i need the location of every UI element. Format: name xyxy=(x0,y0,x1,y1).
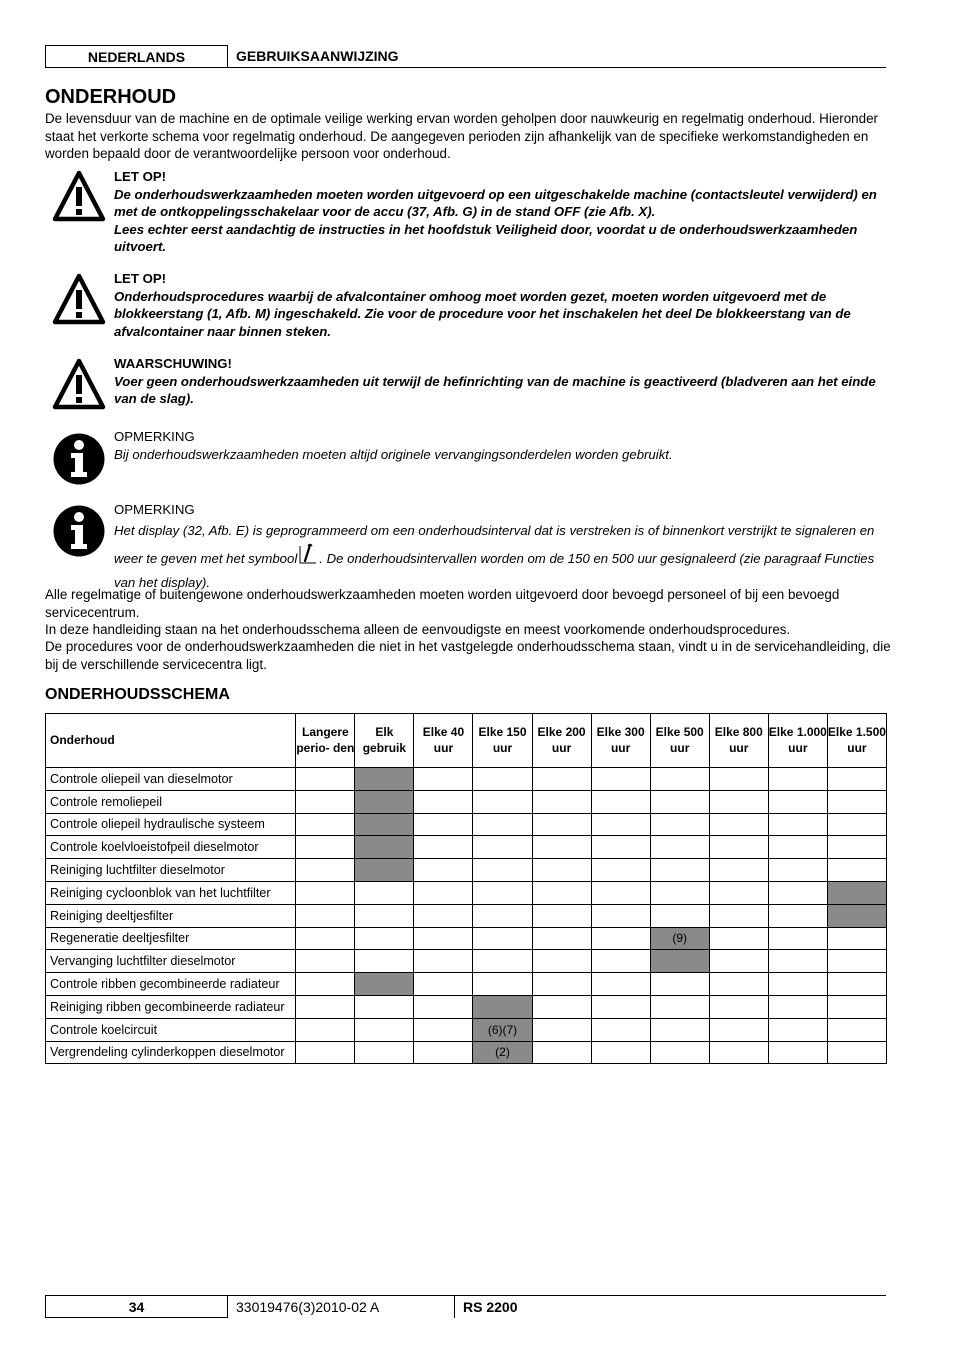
note-remark-2 xyxy=(114,501,894,595)
interval-cell-marked xyxy=(355,973,414,996)
interval-cell xyxy=(296,813,355,836)
interval-cell xyxy=(296,836,355,859)
interval-cell xyxy=(650,1041,709,1064)
interval-cell xyxy=(473,768,532,791)
column-header-interval: Elk gebruik xyxy=(355,714,414,768)
interval-cell xyxy=(650,813,709,836)
interval-cell xyxy=(414,790,473,813)
task-label: Controle koelcircuit xyxy=(46,1018,296,1041)
note-text: De onderhoudswerkzaamheden moeten worden uitgevoerd op een uitgeschakelde machine (contactsleutel verwijderd) en met de ontkoppelingsschakelaar voor de accu (37, Afb. G) in de stand OFF (zie Afb. X). xyxy=(114,186,877,220)
interval-cell xyxy=(709,768,768,791)
model-name: RS 2200 xyxy=(463,1299,518,1315)
interval-cell xyxy=(827,1041,886,1064)
interval-cell xyxy=(473,950,532,973)
task-label: Controle oliepeil van dieselmotor xyxy=(46,768,296,791)
interval-cell xyxy=(650,859,709,882)
column-header-interval: Elke 200 uur xyxy=(532,714,591,768)
interval-cell xyxy=(591,1018,650,1041)
column-header-interval: Elke 800 uur xyxy=(709,714,768,768)
task-label: Reiniging ribben gecombineerde radiateur xyxy=(46,995,296,1018)
interval-cell xyxy=(768,813,827,836)
interval-cell xyxy=(591,768,650,791)
column-header-interval: Elke 300 uur xyxy=(591,714,650,768)
interval-cell xyxy=(414,1018,473,1041)
interval-cell xyxy=(709,859,768,882)
interval-cell xyxy=(591,973,650,996)
interval-cell xyxy=(414,836,473,859)
interval-cell xyxy=(827,859,886,882)
interval-cell-marked: (2) xyxy=(473,1041,532,1064)
schedule-heading: ONDERHOUDSSCHEMA xyxy=(45,686,230,703)
interval-cell xyxy=(650,1018,709,1041)
interval-cell xyxy=(768,973,827,996)
interval-cell-marked xyxy=(355,768,414,791)
interval-cell xyxy=(532,995,591,1018)
interval-cell xyxy=(709,927,768,950)
note-text: Voer geen onderhoudswerkzaamheden uit terwijl de hefinrichting van de machine is geactiveerd (bladveren aan het einde van de slag). xyxy=(114,373,876,407)
interval-cell xyxy=(296,1018,355,1041)
task-label: Vergrendeling cylinderkoppen dieselmotor xyxy=(46,1041,296,1064)
interval-cell xyxy=(768,995,827,1018)
interval-cell xyxy=(532,1041,591,1064)
task-label: Controle remoliepeil xyxy=(46,790,296,813)
interval-cell xyxy=(532,973,591,996)
maintenance-schedule-table xyxy=(45,713,887,1064)
wrench-maintenance-icon xyxy=(298,543,318,565)
interval-cell xyxy=(827,927,886,950)
interval-cell xyxy=(473,881,532,904)
interval-cell xyxy=(532,768,591,791)
interval-cell xyxy=(414,1041,473,1064)
interval-cell xyxy=(532,1018,591,1041)
interval-cell xyxy=(591,995,650,1018)
interval-cell xyxy=(709,973,768,996)
interval-cell xyxy=(532,950,591,973)
footer-divider xyxy=(454,1296,455,1318)
interval-cell xyxy=(473,790,532,813)
interval-cell xyxy=(473,927,532,950)
interval-cell xyxy=(414,950,473,973)
interval-cell xyxy=(768,904,827,927)
task-label: Reiniging cycloonblok van het luchtfilter xyxy=(46,881,296,904)
interval-cell xyxy=(709,1041,768,1064)
interval-cell-marked xyxy=(355,836,414,859)
interval-cell xyxy=(650,995,709,1018)
page-number: 34 xyxy=(45,1296,228,1318)
table-header-row xyxy=(46,714,887,768)
interval-cell xyxy=(473,973,532,996)
interval-cell xyxy=(827,1018,886,1041)
interval-cell xyxy=(768,927,827,950)
interval-cell xyxy=(296,1041,355,1064)
interval-cell xyxy=(296,904,355,927)
interval-cell xyxy=(355,1018,414,1041)
info-icon xyxy=(52,432,106,486)
interval-cell xyxy=(414,995,473,1018)
table-row xyxy=(46,995,887,1018)
note-caution-2 xyxy=(114,270,894,340)
column-header-interval: Elke 40 uur xyxy=(414,714,473,768)
note-title: OPMERKING xyxy=(114,502,195,517)
interval-cell xyxy=(591,927,650,950)
interval-cell xyxy=(709,790,768,813)
document-number: 33019476(3)2010-02 A xyxy=(236,1299,380,1315)
task-label: Controle koelvloeistofpeil dieselmotor xyxy=(46,836,296,859)
interval-cell xyxy=(768,1018,827,1041)
interval-cell xyxy=(473,904,532,927)
interval-cell xyxy=(827,813,886,836)
task-label: Controle oliepeil hydraulische systeem xyxy=(46,813,296,836)
note-text: Onderhoudsprocedures waarbij de afvalcontainer omhoog moet worden gezet, moeten worden uitgevoerd met de blokkeerstang (1, Afb. M) ingeschakeld. Zie voor de procedure voor het inschakelen het deel De blokkeerstang van de afvalcontainer naar binnen steken. xyxy=(114,288,851,339)
header-language: NEDERLANDS xyxy=(45,45,228,67)
interval-cell xyxy=(827,995,886,1018)
interval-cell-marked: (9) xyxy=(650,927,709,950)
interval-cell-marked xyxy=(473,995,532,1018)
note-text xyxy=(114,519,894,595)
interval-cell xyxy=(709,950,768,973)
column-header-interval: Langere perio- den xyxy=(296,714,355,768)
note-remark-1 xyxy=(114,428,894,463)
info-icon xyxy=(52,504,106,558)
warning-icon xyxy=(52,170,106,222)
interval-cell xyxy=(709,904,768,927)
interval-cell xyxy=(650,790,709,813)
interval-cell xyxy=(709,813,768,836)
column-header-interval: Elke 500 uur xyxy=(650,714,709,768)
body-paragraph-3: De procedures voor de onderhoudswerkzaamheden die niet in het vastgelegde onderhoudsschema staan, vindt u in de servicehandleiding, die bij de verschillende servicecentra ligt. xyxy=(45,639,891,672)
interval-cell xyxy=(296,995,355,1018)
interval-cell xyxy=(296,859,355,882)
note-caution-1 xyxy=(114,168,894,256)
interval-cell xyxy=(768,1041,827,1064)
interval-cell xyxy=(414,859,473,882)
page-header xyxy=(45,45,886,68)
interval-cell xyxy=(709,881,768,904)
table-row xyxy=(46,927,887,950)
interval-cell xyxy=(355,904,414,927)
interval-cell xyxy=(414,768,473,791)
interval-cell xyxy=(591,904,650,927)
table-row xyxy=(46,768,887,791)
interval-cell xyxy=(355,927,414,950)
interval-cell xyxy=(768,790,827,813)
table-row xyxy=(46,1018,887,1041)
header-document-title: GEBRUIKSAANWIJZING xyxy=(236,48,399,64)
interval-cell xyxy=(650,836,709,859)
interval-cell xyxy=(650,904,709,927)
interval-cell xyxy=(532,859,591,882)
note-title: LET OP! xyxy=(114,169,167,184)
interval-cell xyxy=(473,859,532,882)
interval-cell xyxy=(591,790,650,813)
note-title: LET OP! xyxy=(114,271,167,286)
interval-cell xyxy=(591,859,650,882)
interval-cell xyxy=(532,790,591,813)
interval-cell-marked: (6)(7) xyxy=(473,1018,532,1041)
interval-cell-marked xyxy=(355,859,414,882)
table-row xyxy=(46,790,887,813)
column-header-interval: Elke 1.000 uur xyxy=(768,714,827,768)
interval-cell-marked xyxy=(650,950,709,973)
column-header-interval: Elke 1.500 uur xyxy=(827,714,886,768)
interval-cell xyxy=(473,813,532,836)
interval-cell xyxy=(355,950,414,973)
interval-cell-marked xyxy=(827,904,886,927)
note-text-2: Lees echter eerst aandachtig de instructies in het hoofdstuk Veiligheid door, voordat u de onderhoudswerkzaamheden uitvoert. xyxy=(114,221,858,255)
interval-cell xyxy=(591,881,650,904)
interval-cell xyxy=(650,881,709,904)
table-row xyxy=(46,836,887,859)
table-row xyxy=(46,950,887,973)
task-label: Controle ribben gecombineerde radiateur xyxy=(46,973,296,996)
task-label: Reiniging deeltjesfilter xyxy=(46,904,296,927)
interval-cell xyxy=(768,881,827,904)
task-label: Regeneratie deeltjesfilter xyxy=(46,927,296,950)
warning-icon xyxy=(52,358,106,410)
interval-cell xyxy=(827,836,886,859)
interval-cell xyxy=(827,768,886,791)
interval-cell xyxy=(591,813,650,836)
intro-paragraph: De levensduur van de machine en de optimale veilige werking ervan worden geholpen door nauwkeurig en regelmatig onderhoud. Hieronder staat het verkorte schema voor regelmatig onderhoud. De aangegeven perioden zijn afhankelijk van de specifieke werkomstandigheden en worden bepaald door de verantwoordelijke persoon voor onderhoud. xyxy=(45,111,878,162)
note-text-part-b: . De onderhoudsintervallen worden om de 150 en 500 uur gesignaleerd (zie paragraaf Functies van het display). xyxy=(114,550,875,590)
note-title: WAARSCHUWING! xyxy=(114,356,232,371)
interval-cell xyxy=(591,950,650,973)
interval-cell xyxy=(414,927,473,950)
interval-cell xyxy=(709,1018,768,1041)
interval-cell xyxy=(296,881,355,904)
interval-cell xyxy=(296,950,355,973)
interval-cell xyxy=(296,973,355,996)
note-text: Bij onderhoudswerkzaamheden moeten altijd originele vervangingsonderdelen worden gebruikt. xyxy=(114,446,673,462)
interval-cell xyxy=(532,813,591,836)
interval-cell xyxy=(414,973,473,996)
task-label: Vervanging luchtfilter dieselmotor xyxy=(46,950,296,973)
interval-cell xyxy=(473,836,532,859)
page-title: ONDERHOUD xyxy=(45,86,177,108)
interval-cell xyxy=(768,859,827,882)
interval-cell xyxy=(827,973,886,996)
page-footer xyxy=(45,1295,886,1318)
interval-cell xyxy=(532,836,591,859)
interval-cell xyxy=(296,768,355,791)
interval-cell xyxy=(532,927,591,950)
task-label: Reiniging luchtfilter dieselmotor xyxy=(46,859,296,882)
interval-cell xyxy=(768,836,827,859)
interval-cell xyxy=(355,881,414,904)
table-row xyxy=(46,859,887,882)
interval-cell xyxy=(650,768,709,791)
interval-cell xyxy=(709,995,768,1018)
interval-cell xyxy=(532,904,591,927)
interval-cell-marked xyxy=(355,813,414,836)
interval-cell xyxy=(768,950,827,973)
interval-cell xyxy=(532,881,591,904)
interval-cell xyxy=(414,881,473,904)
note-text-part-a: Het display (32, Afb. E) is geprogrammeerd om een onderhoudsinterval dat is verstreken is of binnenkort verstrijkt te signaleren en weer te geven met het symbool xyxy=(114,522,875,566)
interval-cell-marked xyxy=(355,790,414,813)
interval-cell-marked xyxy=(827,881,886,904)
interval-cell xyxy=(709,836,768,859)
note-warning xyxy=(114,355,894,408)
interval-cell xyxy=(296,927,355,950)
interval-cell xyxy=(827,790,886,813)
interval-cell xyxy=(355,995,414,1018)
column-header-task: Onderhoud xyxy=(46,714,296,768)
body-paragraph-2: In deze handleiding staan na het onderhoudsschema alleen de eenvoudigste en meest voorkomende onderhoudsprocedures. xyxy=(45,622,791,637)
interval-cell xyxy=(414,813,473,836)
table-row xyxy=(46,881,887,904)
interval-cell xyxy=(591,836,650,859)
interval-cell xyxy=(296,790,355,813)
table-row xyxy=(46,813,887,836)
body-paragraph-1: Alle regelmatige of buitengewone onderhoudswerkzaamheden moeten worden uitgevoerd door bevoegd personeel of bij een bevoegd servicecentrum. xyxy=(45,587,840,620)
interval-cell xyxy=(650,973,709,996)
table-row xyxy=(46,973,887,996)
table-row xyxy=(46,1041,887,1064)
interval-cell xyxy=(591,1041,650,1064)
column-header-interval: Elke 150 uur xyxy=(473,714,532,768)
interval-cell xyxy=(355,1041,414,1064)
interval-cell xyxy=(768,768,827,791)
interval-cell xyxy=(827,950,886,973)
interval-cell xyxy=(414,904,473,927)
note-title: OPMERKING xyxy=(114,429,195,444)
warning-icon xyxy=(52,273,106,325)
table-row xyxy=(46,904,887,927)
